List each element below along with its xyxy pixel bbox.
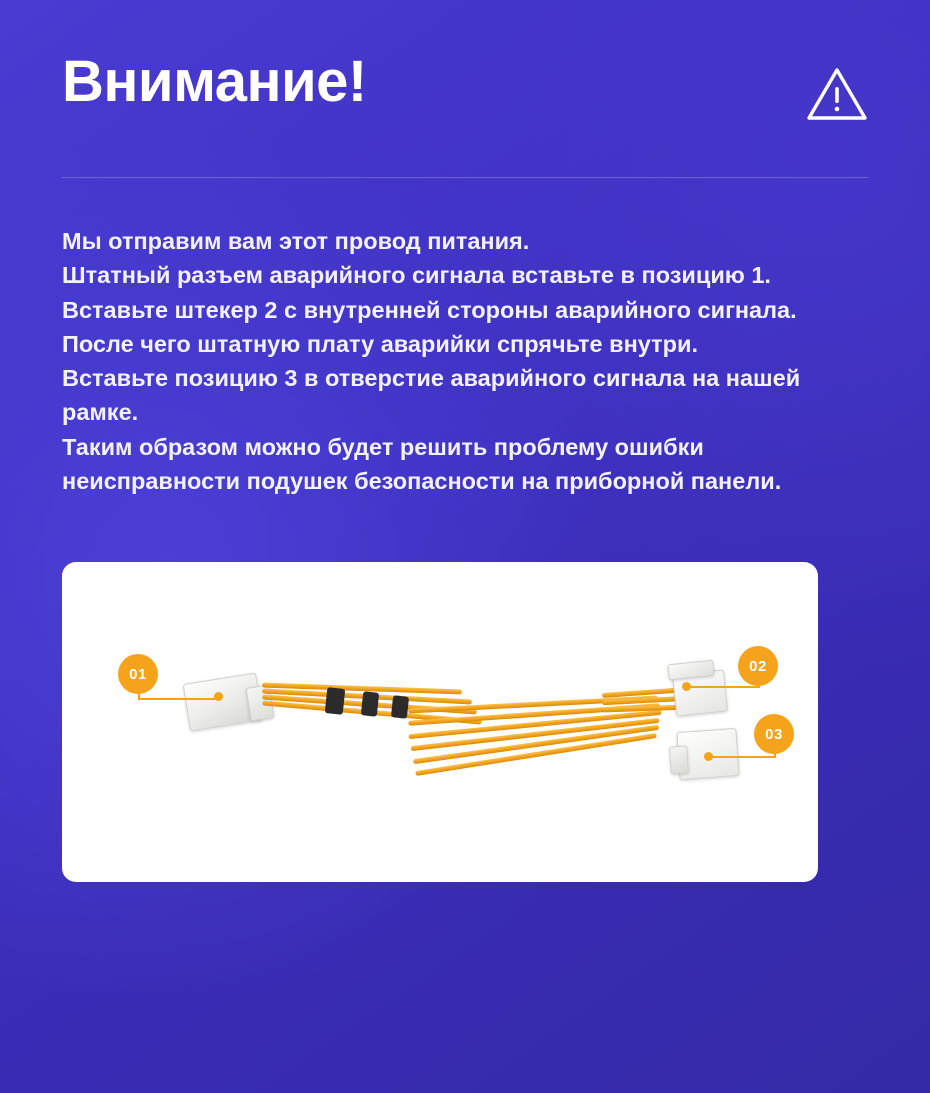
wiring-harness-photo: [62, 562, 818, 882]
instruction-line-2: Штатный разъем аварийного сигнала вставьте в позицию 1.: [62, 262, 771, 289]
instruction-line-1: Мы отправим вам этот провод питания.: [62, 228, 530, 254]
instruction-line-3: Вставьте штекер 2 с внутренней стороны аварийного сигнала. После чего штатную плату аварийки спрячьте внутри.: [62, 296, 797, 357]
callout-badge-02: 02: [738, 646, 778, 686]
product-photo-card: [62, 562, 818, 882]
wire-sleeve: [391, 696, 409, 720]
page-title: Внимание!: [62, 49, 367, 114]
wire-sleeve: [361, 692, 379, 718]
instruction-line-5: Таким образом можно будет решить проблему ошибки неисправности подушек безопасности на приборной панели.: [62, 433, 782, 495]
callout-badge-03: 03: [754, 714, 794, 754]
instructions-block: [62, 224, 832, 498]
page-header: [62, 0, 868, 122]
instruction-line-4: Вставьте позицию 3 в отверстие аварийного сигнала на нашей рамке.: [62, 365, 801, 426]
callout-badge-01: 01: [118, 654, 158, 694]
header-divider: [62, 177, 868, 178]
warning-triangle-icon: [806, 66, 868, 122]
wire-sleeve: [325, 688, 346, 716]
connector-lower-right-tab: [669, 746, 689, 775]
